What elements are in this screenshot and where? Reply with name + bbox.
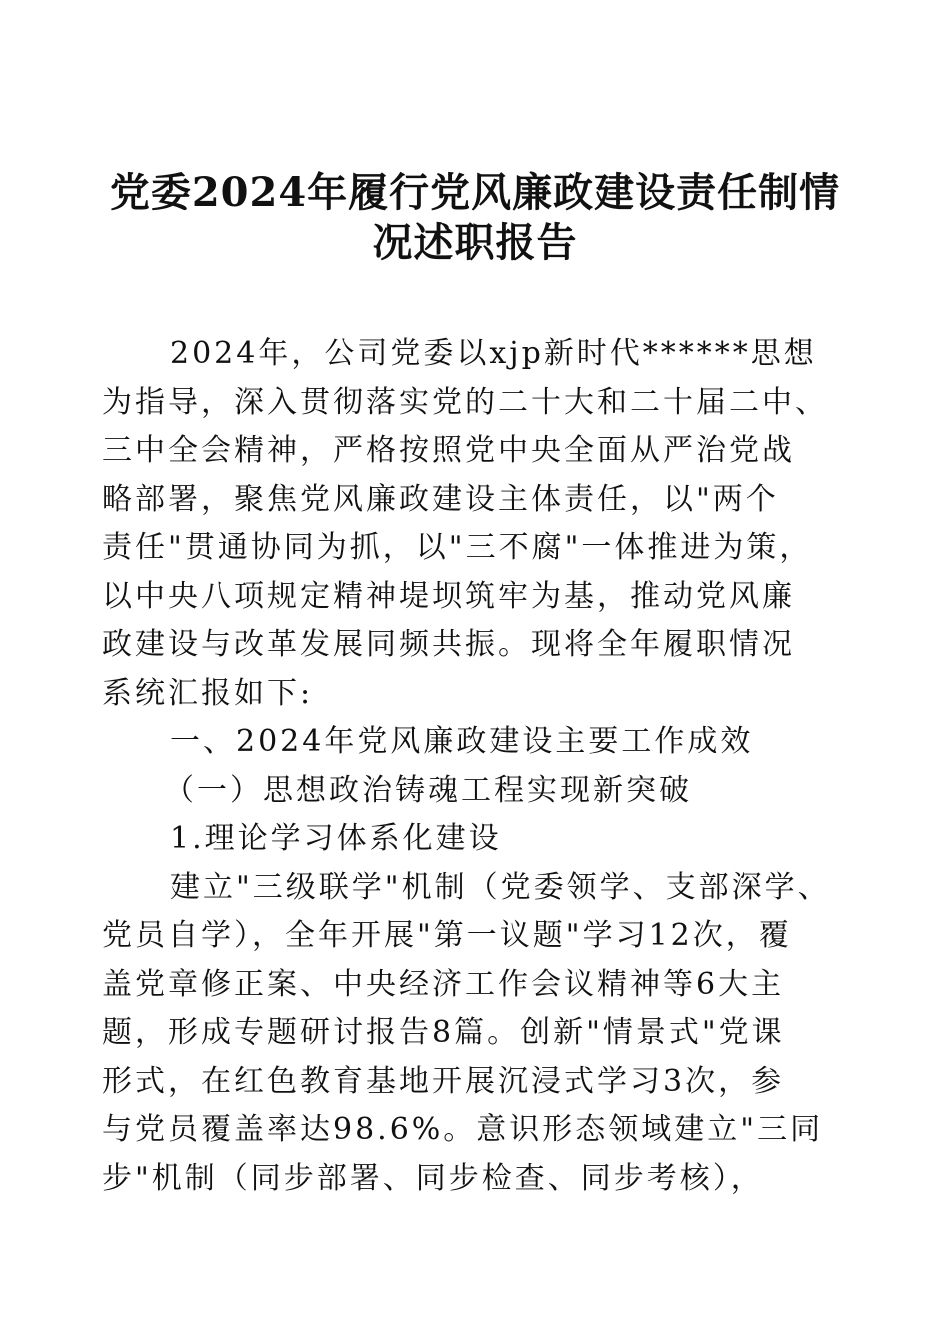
paragraph-line: 为指导，深入贯彻落实党的二十大和二十届二中、 bbox=[102, 384, 828, 420]
paragraph-line: 2024年，公司党委以xjp新时代******思想 bbox=[170, 336, 817, 371]
paragraph-line: 题，形成专题研讨报告8篇。创新"情景式"党课 bbox=[102, 1015, 785, 1050]
paragraph-line: 步"机制（同步部署、同步检查、同步考核）， bbox=[102, 1160, 764, 1196]
paragraph-line: 党员自学），全年开展"第一议题"学习12次，覆 bbox=[102, 918, 792, 953]
paragraph-line: 责任"贯通协同为抓，以"三不腐"一体推进为策， bbox=[102, 530, 813, 565]
document-title-line-1: 党委2024年履行党风廉政建设责任制情 bbox=[109, 169, 841, 216]
paragraph-line: 建立"三级联学"机制（党委领学、支部深学、 bbox=[170, 869, 831, 905]
paragraph-line: 盖党章修正案、中央经济工作会议精神等6大主 bbox=[102, 966, 785, 1002]
subsection-heading: （一）思想政治铸魂工程实现新突破 bbox=[164, 772, 692, 808]
paragraph-line: 系统汇报如下: bbox=[102, 675, 314, 711]
paragraph-line: 与党员覆盖率达98.6%。意识形态领域建立"三同 bbox=[102, 1112, 824, 1147]
paragraph-line: 略部署，聚焦党风廉政建设主体责任，以"两个 bbox=[102, 481, 779, 517]
item-heading: 1.理论学习体系化建设 bbox=[170, 821, 502, 856]
paragraph-line: 三中全会精神，严格按照党中央全面从严治党战 bbox=[102, 433, 795, 468]
paragraph-line: 形式，在红色教育基地开展沉浸式学习3次，参 bbox=[102, 1063, 785, 1099]
paragraph-line: 以中央八项规定精神堤坝筑牢为基，推动党风廉 bbox=[102, 578, 795, 614]
document-body bbox=[102, 330, 862, 1203]
paragraph-line: 政建设与改革发展同频共振。现将全年履职情况 bbox=[102, 627, 795, 662]
section-heading: 一、2024年党风廉政建设主要工作成效 bbox=[170, 724, 754, 759]
document-title-line-2: 况述职报告 bbox=[372, 219, 578, 266]
